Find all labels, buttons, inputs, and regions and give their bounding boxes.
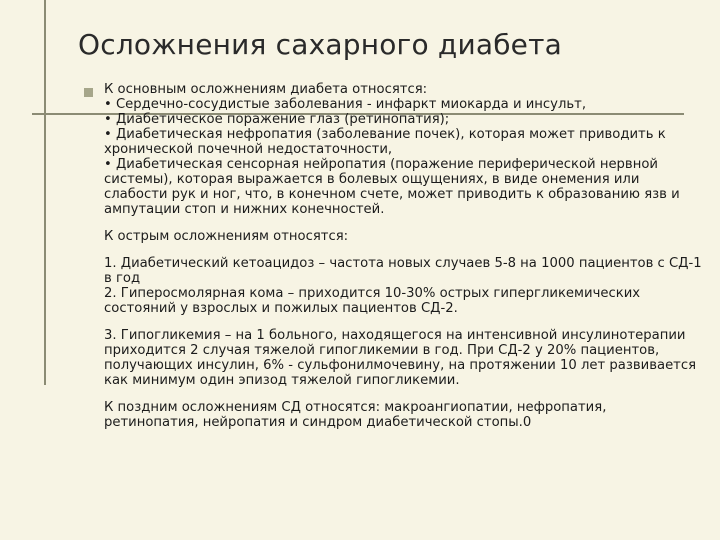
vertical-accent-line bbox=[44, 0, 46, 385]
acute-heading: К острым осложнениям относятся: bbox=[104, 229, 349, 244]
intro-text: К основным осложнениям диабета относятся: bbox=[104, 82, 428, 97]
acute-item: 2. Гиперосмолярная кома – приходится 10-30% острых гипергликемических состояний у взрослых и пожилых пациентов СД-2. bbox=[104, 286, 641, 316]
acute-item: 1. Диабетический кетоацидоз – частота новых случаев 5-8 на 1000 пациентов с СД-1 в год bbox=[104, 256, 702, 286]
slide-body bbox=[104, 82, 704, 430]
chronic-item: • Диабетическое поражение глаз (ретинопатия); bbox=[104, 112, 450, 127]
chronic-item: • Диабетическая нефропатия (заболевание почек), которая может приводить к хронической почечной недостаточности, bbox=[104, 127, 666, 157]
chronic-item: • Сердечно-сосудистые заболевания - инфаркт миокарда и инсульт, bbox=[104, 97, 587, 112]
late-complications-text: К поздним осложнениям СД относятся: макроангиопатии, нефропатия, ретинопатия, нейропатия и синдром диабетической стопы.0 bbox=[104, 400, 607, 430]
chronic-item: • Диабетическая сенсорная нейропатия (поражение периферической нервной системы), которая выражается в болевых ощущениях, в виде онемения или слабости рук и ног, что, в конечном счете, может приводить к образованию язв и ампутации стоп и нижних конечностей. bbox=[104, 157, 680, 217]
slide-title: Осложнения сахарного диабета bbox=[78, 28, 562, 61]
acute-item: 3. Гипогликемия – на 1 больного, находящегося на интенсивной инсулинотерапии приходится 2 случая тяжелой гипогликемии в год. При СД-2 у 20% пациентов, получающих инсулин, 6% - сульфонилмочевину, на протяжении 10 лет развивается как минимум один эпизод тяжелой гипогликемии. bbox=[104, 328, 697, 388]
square-bullet-icon bbox=[84, 88, 93, 97]
